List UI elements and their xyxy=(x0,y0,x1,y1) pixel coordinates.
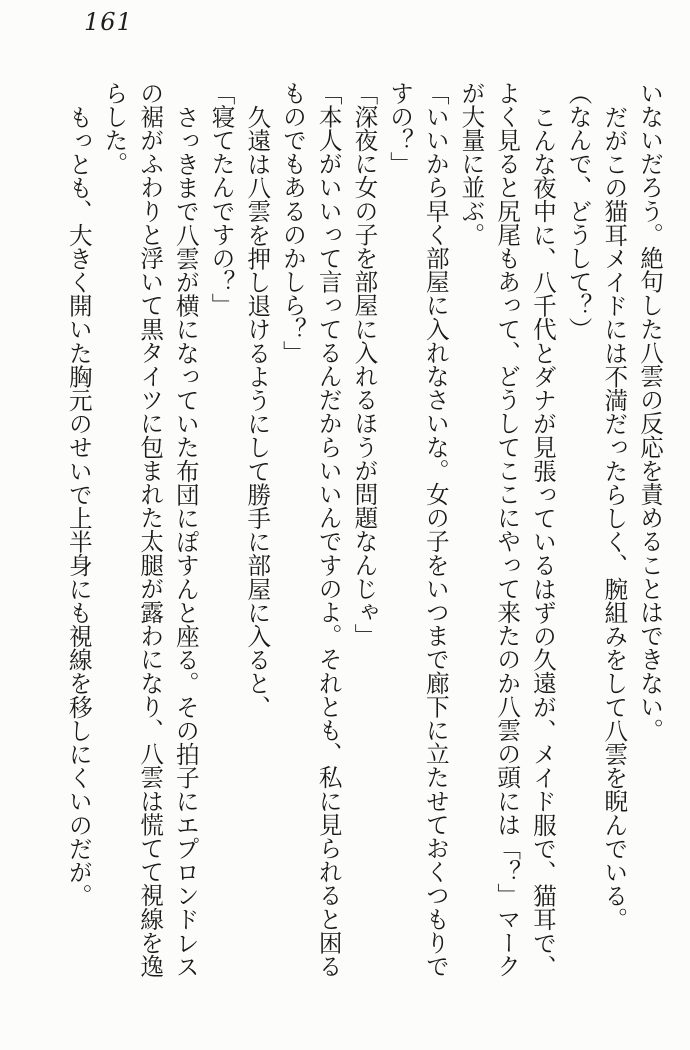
page-number: 161 xyxy=(84,8,133,36)
paragraph: 「いいから早く部屋に入れなさいな。女の子をいつまで廊下に立たせておくつもりですの？」 xyxy=(386,81,450,978)
paragraph: もっとも、大きく開いた胸元のせいで上半身にも視線を移しにくいのだが。 xyxy=(64,104,93,907)
paragraph: 久遠は八雲を押し退けるようにして勝手に部屋に入ると、 xyxy=(243,104,272,719)
text-block xyxy=(53,81,667,983)
paragraph: 「深夜に女の子を部屋に入れるほうが問題なんじゃ」 xyxy=(350,81,379,648)
paragraph: （なんで、どうして？） xyxy=(564,81,593,341)
paragraph: いないだろう。絶句した八雲の反応を責めることはできない。 xyxy=(636,81,664,742)
paragraph: だがこの猫耳メイドには不満だったらしく、腕組みをして八雲を睨んでいる。 xyxy=(600,104,629,931)
paragraph: 「本人がいいって言ってるんだからいいんですのよ。それとも、私に見られると困るものでもあるのかしら？」 xyxy=(278,81,343,978)
paragraph: こんな夜中に、八千代とダナが見張っているはずの久遠が、メイド服で、猫耳で、よく見ると尻尾もあって、どうしてここにやって来たのか八雲の頭には「？」マークが大量に並ぶ。 xyxy=(457,81,557,978)
paragraph: さっきまで八雲が横になっていた布団にぽすんと座る。その拍子にエプロンドレスの裾がふわりと浮いて黒タイツに包まれた太腿が露わになり、八雲は慌てて視線を逸らした。 xyxy=(100,81,200,978)
paragraph: 「寝てたんですの？」 xyxy=(207,81,236,317)
